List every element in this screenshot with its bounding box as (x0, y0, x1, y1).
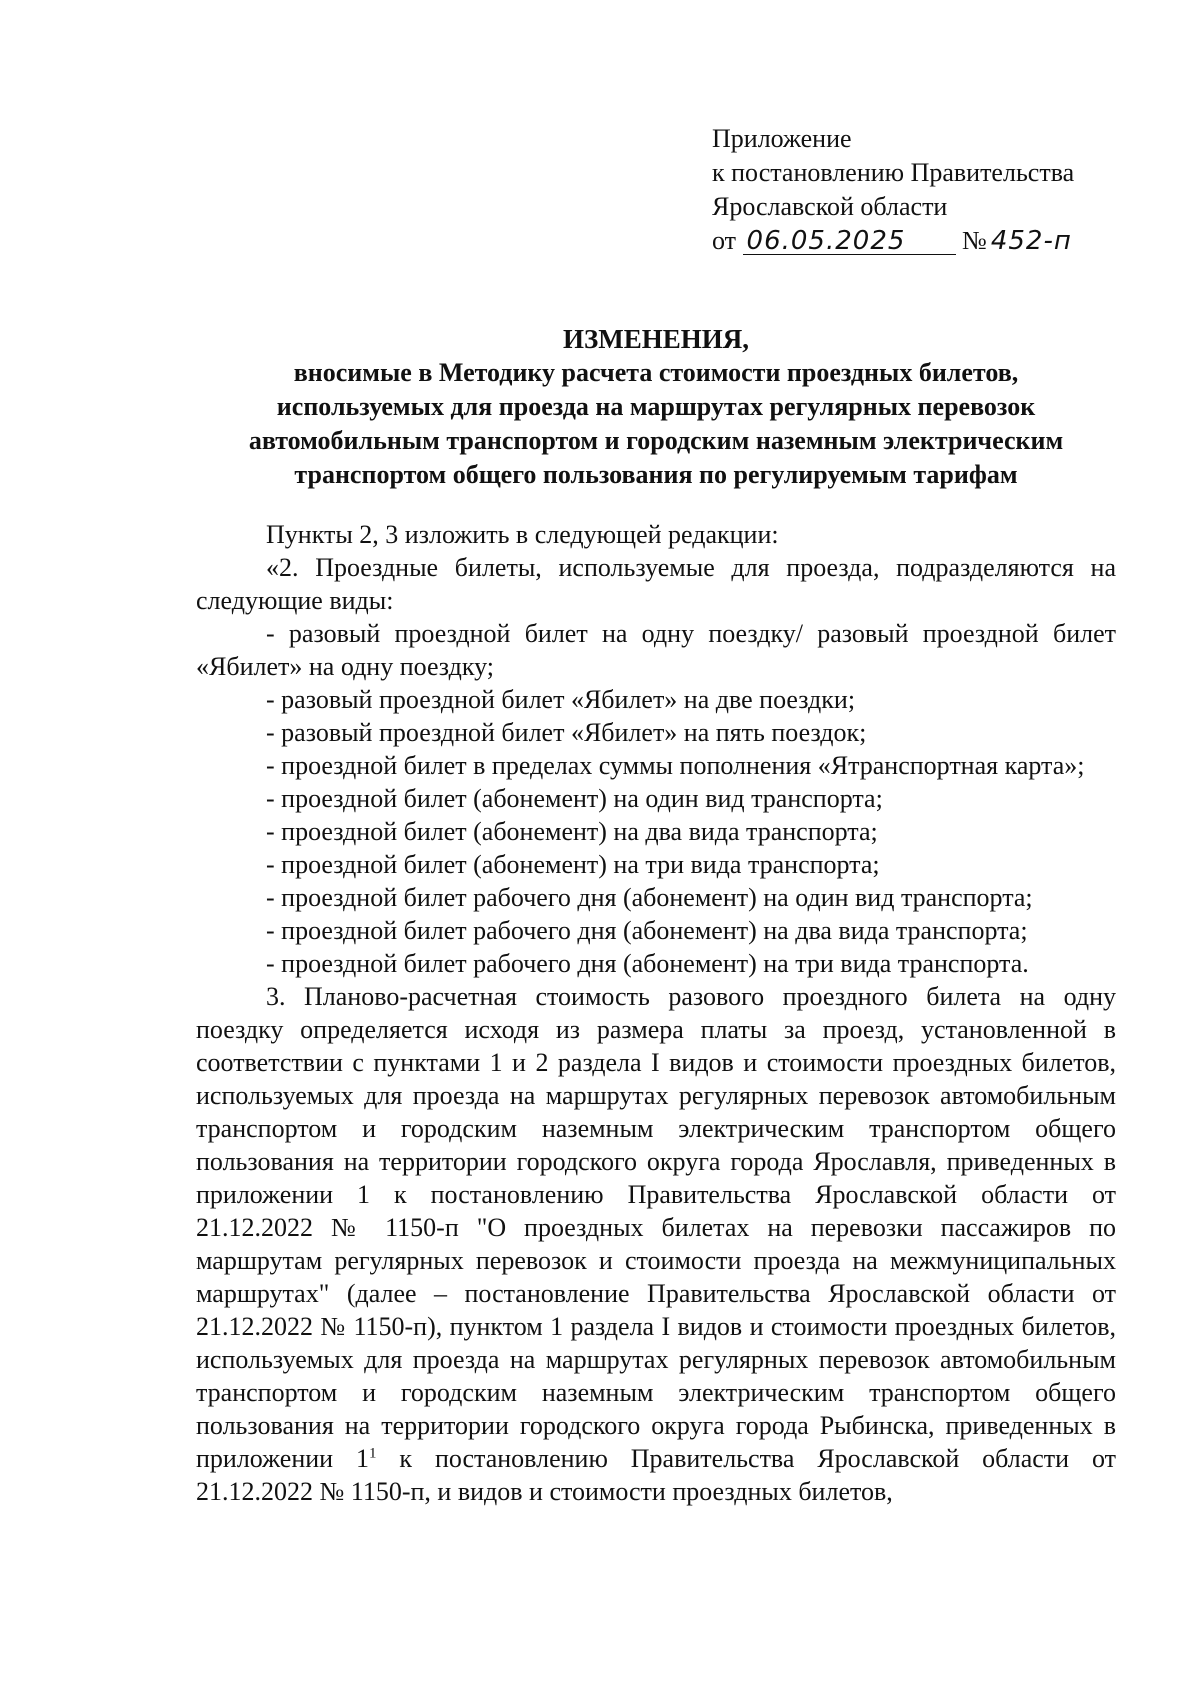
document-body (196, 518, 1116, 1508)
number-label: № (962, 226, 987, 255)
point-3-superscript: 1 (368, 1445, 377, 1462)
list-item: - проездной билет рабочего дня (абонемент) на один вид транcпорта; (266, 883, 1033, 912)
point-3-text-part-2: к постановлению Правительства Ярославской области от 21.12.2022 № 1150-п, и видов и стоимости проездных билетов, (196, 1444, 1116, 1506)
point-2-paragraph: «2. Проездные билеты, используемые для проезда, подразделяются на следующие виды: (196, 553, 1116, 615)
list-item: - проездной билет (абонемент) на один вид транспорта; (266, 784, 883, 813)
appendix-date-line (712, 224, 1095, 258)
handwritten-date: 06.05.2025 (743, 228, 956, 255)
list-item: - проездной билет рабочего дня (абонемент) на два вида транспорта; (266, 916, 1028, 945)
intro-paragraph: Пункты 2, 3 изложить в следующей редакции: (266, 520, 779, 549)
list-item: - проездной билет в пределах суммы пополнения «Ятранспортная карта»; (266, 751, 1085, 780)
list-item: - проездной билет (абонемент) на два вида транспорта; (266, 817, 878, 846)
title-main: ИЗМЕНЕНИЯ, (562, 324, 749, 354)
title-subtitle-line-2: используемых для проезда на маршрутах регулярных перевозок (276, 392, 1036, 421)
document-title (196, 322, 1116, 492)
handwritten-number: 452-п (990, 226, 1072, 256)
from-label: от (712, 226, 737, 255)
appendix-line-1: Приложение (712, 124, 852, 153)
appendix-line-2: к постановлению Правительства (712, 158, 1075, 187)
list-item: - разовый проездной билет на одну поездку/ разовый проездной билет «Ябилет» на одну поездку; (196, 619, 1116, 681)
appendix-line-3: Ярославской области (712, 192, 948, 221)
point-3-text-part-1: 3. Планово-расчетная стоимость разового проездного билета на одну поездку определяется исходя из размера платы за проезд, установленной в соответствии с пунктами 1 и 2 раздела I видов и стоимости проездных билетов, используемых для проезда на маршрутах регулярных перевозок автомобильным транспортом и городским наземным электрическим транспортом общего пользования на территории городского округа города Ярославля, приведенных в приложении 1 к постановлению Правительства Ярославской области от 21.12.2022 № 1150-п "О проездных билетах на перевозки пассажиров по маршрутам регулярных перевозок и стоимости проезда на межмуниципальных маршрутах" (далее – постановление Правительства Ярославской области от 21.12.2022 № 1150-п), пунктом 1 раздела I видов и стоимости проездных билетов, используемых для проезда на маршрутах регулярных перевозок автомобильным транспортом и городским наземным электрическим транспортом общего пользования на территории городского округа города Рыбинска, приведенных в приложении 1 (196, 982, 1116, 1473)
appendix-header (712, 122, 1095, 258)
title-subtitle-line-3: автомобильным транспортом и городским наземным электрическим (248, 426, 1064, 455)
title-subtitle-line-4: транспортом общего пользования по регулируемым тарифам (294, 460, 1018, 489)
title-subtitle-line-1: вносимые в Методику расчета стоимости проездных билетов, (293, 358, 1019, 387)
list-item: - проездной билет рабочего дня (абонемент) на три вида транспорта. (266, 949, 1029, 978)
list-item: - разовый проездной билет «Ябилет» на пять поездок; (266, 718, 867, 747)
list-item: - разовый проездной билет «Ябилет» на две поездки; (266, 685, 856, 714)
point-3-paragraph (196, 980, 1116, 1508)
list-item: - проездной билет (абонемент) на три вида транспорта; (266, 850, 880, 879)
